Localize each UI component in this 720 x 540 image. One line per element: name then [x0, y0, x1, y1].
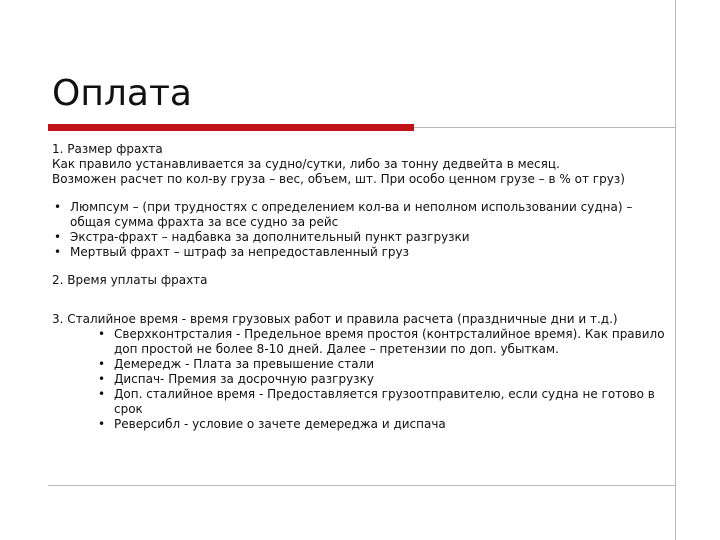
bullet-icon: •	[98, 372, 106, 386]
bullet-text: Мертвый фрахт – штраф за непредоставленный груз	[70, 245, 409, 259]
bullet-text: Люмпсум – (при трудностях с определением кол-ва и неполном использовании судна) – общая сумма фрахта за все судно за рейс	[70, 200, 633, 229]
title-divider-red	[48, 124, 414, 131]
right-frame-line	[675, 0, 676, 540]
bullet-text: Доп. сталийное время - Предоставляется грузоотправителю, если судна не готово в срок	[114, 387, 655, 416]
slide-title: Оплата	[52, 73, 192, 114]
section1-heading: 1. Размер фрахта	[52, 142, 163, 156]
list-item	[98, 372, 672, 387]
bullet-icon: •	[98, 387, 106, 401]
bullet-text: Демередж - Плата за превышение стали	[114, 357, 375, 371]
section3-heading: 3. Сталийное время - время грузовых работ и правила расчета (праздничные дни и т.д.)	[52, 312, 618, 326]
section3-bullet-list	[52, 327, 672, 432]
list-item	[52, 200, 672, 230]
spacer	[52, 260, 672, 273]
bullet-icon: •	[98, 327, 106, 341]
spacer	[52, 288, 672, 312]
section1-bullet-list	[52, 200, 672, 260]
list-item	[98, 417, 672, 432]
bullet-text: Диспач- Премия за досрочную разгрузку	[114, 372, 374, 386]
bullet-icon: •	[54, 230, 62, 244]
section1-line-2: Возможен расчет по кол-ву груза – вес, объем, шт. При особо ценном грузе – в % от груз)	[52, 172, 625, 186]
bullet-icon: •	[98, 357, 106, 371]
bullet-text: Сверхконтрсталия - Предельное время простоя (контрсталийное время). Как правило доп простой не более 8-10 дней. Далее – претензии по доп. убыткам.	[114, 327, 665, 356]
list-item	[98, 357, 672, 372]
list-item	[98, 387, 672, 417]
bottom-divider	[48, 485, 675, 486]
list-item	[98, 327, 672, 357]
section1-line-1: Как правило устанавливается за судно/сутки, либо за тонну дедвейта в месяц.	[52, 157, 560, 171]
list-item	[52, 245, 672, 260]
slide-body	[52, 142, 672, 432]
spacer	[52, 187, 672, 200]
section2-heading: 2. Время уплаты фрахта	[52, 273, 208, 287]
list-item	[52, 230, 672, 245]
bullet-text: Реверсибл - условие о зачете демереджа и диспача	[114, 417, 446, 431]
bullet-icon: •	[54, 245, 62, 259]
bullet-text: Экстра-фрахт – надбавка за дополнительный пункт разгрузки	[70, 230, 470, 244]
bullet-icon: •	[54, 200, 62, 214]
bullet-icon: •	[98, 417, 106, 431]
